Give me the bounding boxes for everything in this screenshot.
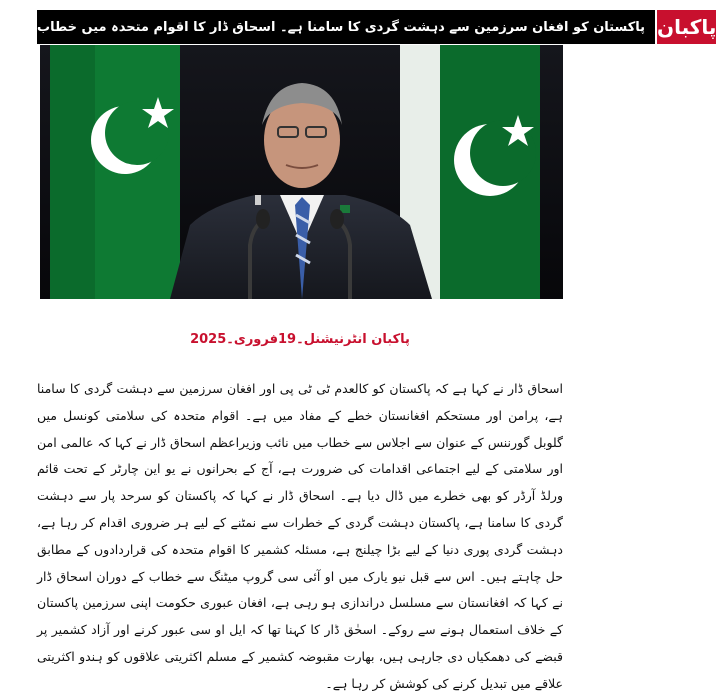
article-body — [37, 376, 563, 698]
header — [37, 10, 716, 44]
article-paragraph: اسحاق ڈار نے کہا ہے کہ پاکستان کو کالعدم ٹی ٹی پی اور افغان سرزمین سے دہشت گردی کا سامنا ہے، پرامن اور مستحکم افغانستان خطے کے مفاد میں ہے۔ اقوام متحدہ کی سلامتی کونسل میں گلوبل گورننس کے عنوان سے اجلاس سے خطاب میں نائب وزیراعظم اسحاق ڈار نے کہا کہ عالمی امن اور سلامتی کے لیے اجتماعی اقدامات کی ضرورت ہے، آج کے بحرانوں نے یو این چارٹر کے تحت قائم ورلڈ آرڈر کو بھی خطرے میں ڈال دیا ہے۔ اسحاق ڈار نے کہا کہ پاکستان کو سرحد پار سے دہشت گردی کا سامنا ہے، پاکستان دہشت گردی کے خطرات سے نمٹنے کے لیے ہر ضروری اقدام کر رہا ہے، دہشت گردی پوری دنیا کے لیے بڑا چیلنج ہے، مسئلہ کشمیر کا اقوام متحدہ کی قراردادوں کے مطابق حل چاہتے ہیں۔ اس سے قبل نیو یارک میں او آئی سی گروپ میٹنگ سے خطاب کے دوران اسحاق ڈار نے کہا کہ افغانستان سے مسلسل دراندازی ہو رہی ہے، افغان عبوری حکومت اپنی سرزمین پاکستان کے خلاف استعمال ہونے سے روکے۔ اسحٰق ڈار کا کہنا تھا کہ ایل او سی عبور کرنے اور آزاد کشمیر پر قبضے کی دھمکیاں دی جارہی ہیں، بھارت مقبوضہ کشمیر کے مسلم اکثریتی علاقوں کو ہندو اکثریتی علاقے میں تبدیل کرنے کی کوشش کر رہا ہے۔ — [37, 381, 563, 691]
headline: پاکستان کو افغان سرزمین سے دہشت گردی کا سامنا ہے۔ اسحاق ڈار کا اقوام متحدہ میں خطاب — [37, 19, 646, 35]
brand-name: پاکبان — [657, 15, 716, 39]
news-photo — [40, 45, 563, 299]
right-flag — [400, 45, 540, 299]
speaker-illustration — [40, 45, 563, 299]
brand-logo[interactable] — [655, 10, 716, 44]
dateline: پاکبان انٹرنیشنل۔19فروری۔2025 — [190, 332, 410, 347]
headline-bar — [37, 10, 655, 44]
left-flag — [50, 45, 180, 299]
